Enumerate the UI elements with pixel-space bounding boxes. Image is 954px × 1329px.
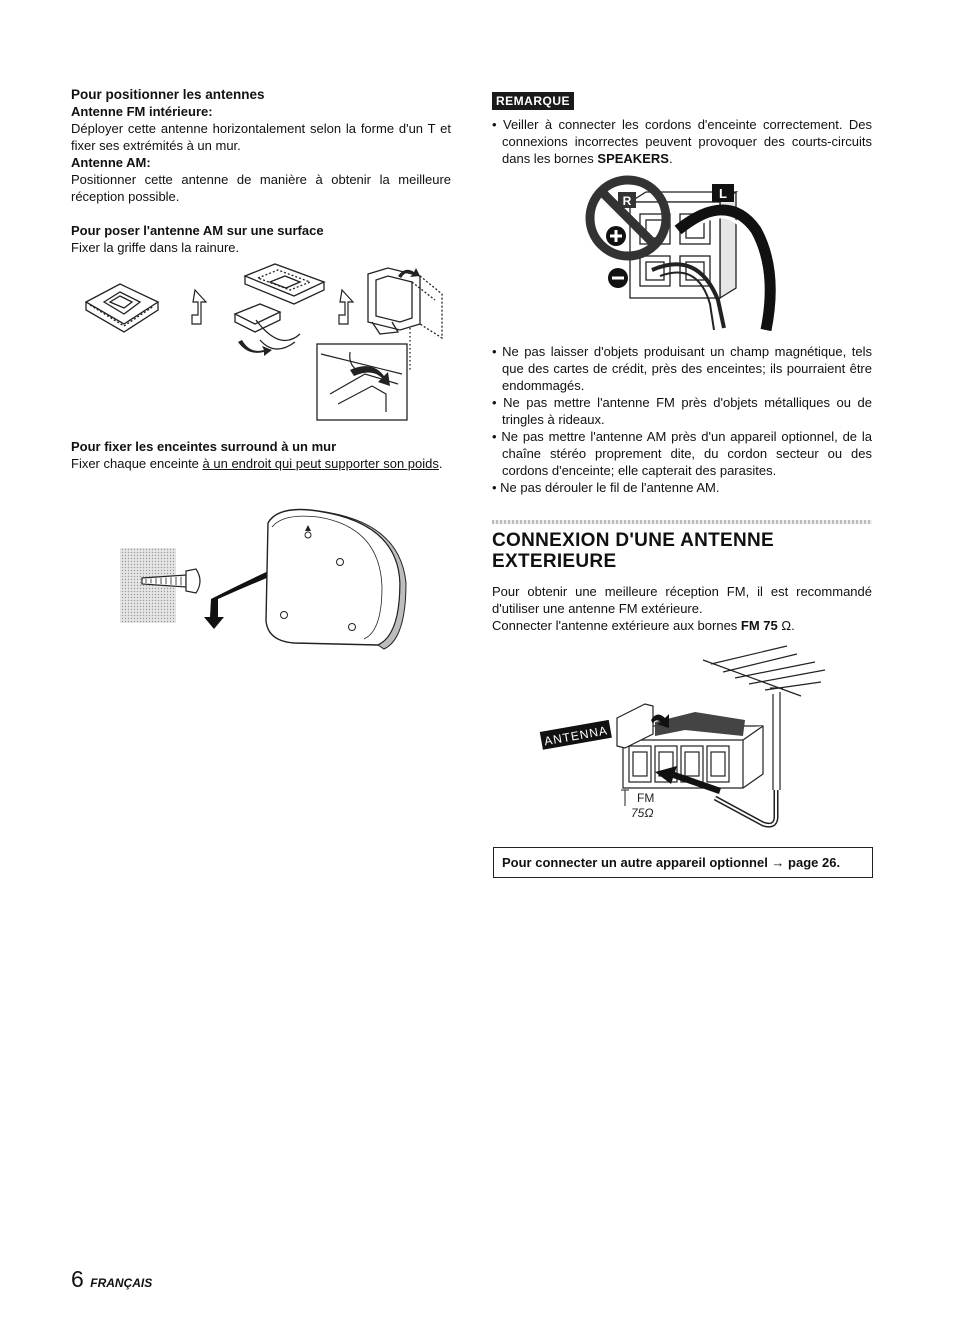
fm-indoor-title: Antenne FM intérieure: [71, 104, 213, 119]
section-title-line2: EXTERIEURE [492, 551, 617, 572]
precaution-list [492, 343, 872, 496]
wall-mount-text: Fixer chaque enceinte à un endroit qui peut supporter son poids. [71, 456, 443, 471]
speaker-left-label: L [719, 186, 727, 201]
speaker-wall-mount-illustration [118, 503, 413, 651]
antenna-label: ANTENNA [543, 723, 609, 749]
precaution-item: • Ne pas mettre l'antenne AM près d'un appareil optionnel, de la chaîne stéréo proprement dite, du cordon secteur ou des cordons d'enceinte; elle capterait des parasites. [492, 429, 872, 478]
precaution-item: • Ne pas mettre l'antenne FM près d'objets métalliques ou de tringles à rideaux. [492, 395, 872, 427]
speaker-right-label: R [622, 194, 632, 208]
wall-mount-section [71, 438, 456, 472]
precaution-item: • Ne pas laisser d'objets produisant un champ magnétique, tels que des cartes de crédit, près des enceintes; ils pourraient être endommagés. [492, 344, 872, 393]
page-footer [71, 1266, 152, 1293]
outdoor-antenna-section [492, 530, 872, 634]
am-antenna-mount-illustration [80, 262, 450, 424]
wall-mount-title: Pour fixer les enceintes surround à un mur [71, 439, 337, 454]
outdoor-antenna-illustration [535, 640, 835, 835]
fm-terminal-label: FM [637, 791, 655, 805]
section-title-line1: CONNEXION D'UNE ANTENNE [492, 530, 775, 551]
am-text: Positionner cette antenne de manière à obtenir la meilleure réception possible. [71, 172, 451, 204]
ohm-label: 75Ω [631, 806, 654, 820]
note-speaker-cords: • Veiller à connecter les cordons d'enceinte correctement. Des connexions incorrectes peuvent provoquer des courts-circuits dans les bornes SPEAKERS. [492, 117, 872, 166]
am-surface-text: Fixer la griffe dans la rainure. [71, 240, 240, 255]
section-rule [492, 520, 872, 524]
optional-device-note-box [493, 847, 873, 878]
footer-language: FRANÇAIS [90, 1276, 153, 1290]
page-number: 6 [71, 1266, 84, 1292]
precaution-item: • Ne pas dérouler le fil de l'antenne AM. [492, 480, 720, 495]
section-paragraph-1: Pour obtenir une meilleure réception FM, il est recommandé d'utiliser une antenne FM extérieure. [492, 584, 872, 616]
remark-badge: REMARQUE [492, 92, 574, 110]
am-title: Antenne AM: [71, 155, 151, 170]
heading-antennas: Pour positionner les antennes [71, 87, 265, 102]
right-column-notes [492, 92, 872, 167]
speaker-terminal-illustration [578, 170, 804, 336]
fm-indoor-text: Déployer cette antenne horizontalement selon la forme d'un T et fixer ses extrémités à un mur. [71, 121, 451, 153]
optional-device-note-text: Pour connecter un autre appareil optionnel → page 26. [502, 855, 841, 870]
section-paragraph-2: Connecter l'antenne extérieure aux bornes FM 75 Ω. [492, 618, 795, 633]
left-column [71, 86, 451, 256]
am-surface-title: Pour poser l'antenne AM sur une surface [71, 223, 324, 238]
